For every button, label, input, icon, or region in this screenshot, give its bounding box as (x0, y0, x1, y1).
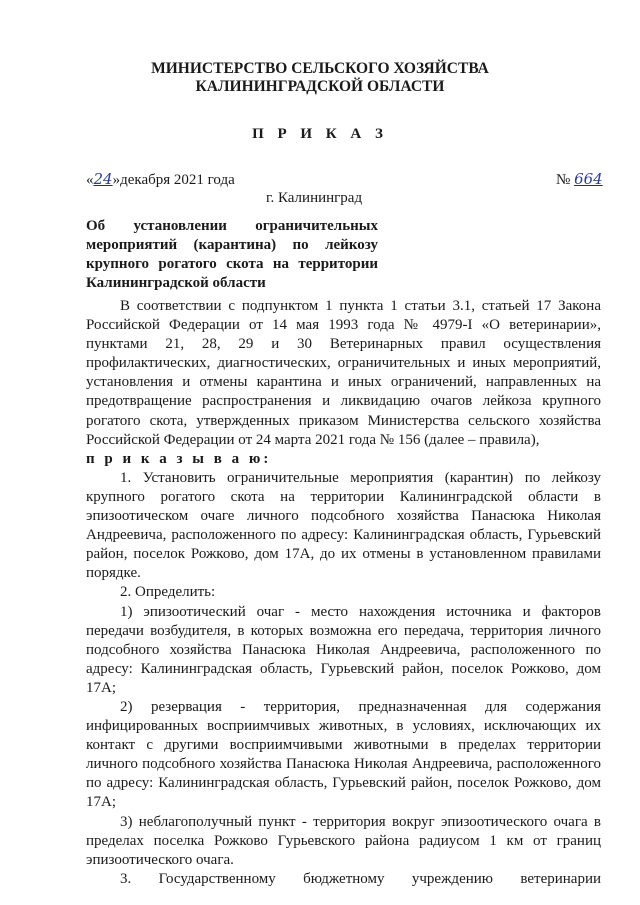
order-subject (86, 217, 378, 293)
ministry-name-line1: МИНИСТЕРСТВО СЕЛЬСКОГО ХОЗЯЙСТВА (151, 60, 489, 77)
date-open-quote: « (86, 172, 94, 188)
subject-line-2: мероприятий (карантина) по лейкозу (86, 237, 378, 253)
subject-line-4: Калининградской области (86, 275, 266, 291)
ministry-name-line2: КАЛИНИНГРАДСКОЙ ОБЛАСТИ (195, 78, 445, 95)
subject-line-1: Об установлении ограничительных (86, 218, 378, 234)
date-day-handwritten: 24 (93, 170, 113, 188)
subject-line-3: крупного рогатого скота на территории (86, 256, 378, 272)
item-2-2-paragraph: 2) резервация - территория, предназначенная для содержания инфицированных восприимчивых животных, в условиях, исключающих их контакт с другими восприимчивыми животными в пределах территории личного подсобного хозяйства Панасюка Николая Андреевича, расположенного по адресу: Калининградская область, Гурьевский район, поселок Рожково, дом 17А; (86, 698, 601, 811)
orders-word (86, 450, 601, 469)
order-city: г. Калининград (266, 190, 363, 206)
number-label: № (556, 172, 571, 188)
item-3-paragraph: 3. Государственному бюджетному учреждению ветеринарии (120, 870, 601, 887)
date-rest: »декабря 2021 года (112, 172, 235, 188)
item-1-paragraph: 1. Установить ограничительные мероприятия (карантин) по лейкозу крупного рогатого скота на территории Калининградской области в эпизоотическом очаге личного подсобного хозяйства Панасюка Николая Андреевича, расположенного по адресу: Калининградская область, Гурьевский район, поселок Рожково, дом 17А, до их отмены в установленном правилами порядке. (86, 469, 601, 582)
item-2-paragraph: 2. Определить: (120, 584, 216, 601)
order-title: П Р И К А З (252, 126, 388, 142)
order-body (86, 297, 601, 889)
item-2-3-paragraph: 3) неблагополучный пункт - территория вокруг эпизоотического очага в пределах поселка Рожково Гурьевского района радиусом 1 км от границ эпизоотического очага. (86, 813, 601, 868)
preamble-paragraph: В соответствии с подпунктом 1 пункта 1 статьи 3.1, статьей 17 Закона Российской Федерации от 14 мая 1993 года № 4979-I «О ветеринарии», пунктами 21, 28, 29 и 30 Ветеринарных правил осуществления профилактических, диагностических, ограничительных и иных мероприятий, установления и отмены карантина и иных ограничений, направленных на предотвращение распространения и ликвидацию очагов лейкоза крупного рогатого скота, утвержденных приказом Министерства сельского хозяйства Российской Федерации от 24 марта 2021 года № 156 (далее – правила), (86, 298, 601, 448)
order-number (556, 170, 603, 189)
item-2-1-paragraph: 1) эпизоотический очаг - место нахождения источника и факторов передачи возбудителя, в которых возможна его передача, территория личного подсобного хозяйства Панасюка Николая Андреевича, расположенного по адресу: Калининградская область, Гурьевский район, поселок Рожково, дом 17А; (86, 603, 601, 696)
number-handwritten: 664 (574, 170, 603, 188)
orders-word-text: п р и к а з ы в а ю: (86, 450, 272, 467)
order-date (86, 170, 235, 189)
